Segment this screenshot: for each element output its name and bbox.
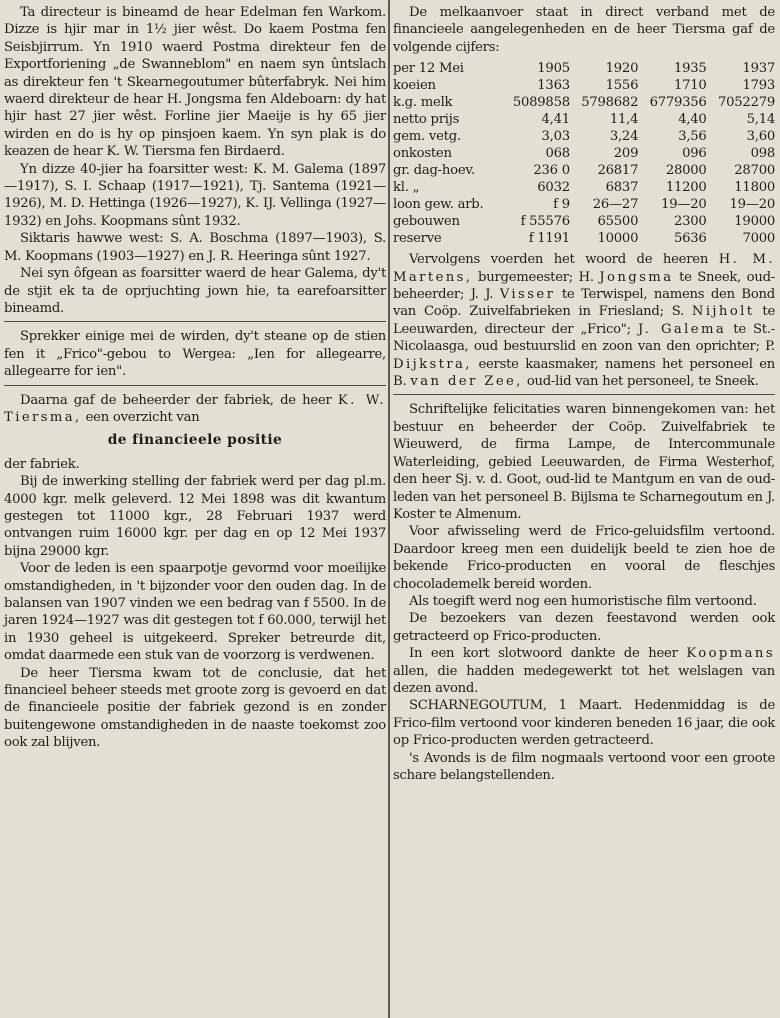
table-row: [393, 77, 775, 94]
financial-figures-table: [393, 60, 775, 247]
article-separator: [4, 321, 386, 322]
table-cell: 26817: [597, 163, 639, 179]
table-cell: 1793: [742, 78, 775, 94]
person-name: Visser: [499, 287, 556, 303]
paragraph: 's Avonds is de film nogmaals vertoond voor een groote schare belangstellenden.: [393, 750, 775, 783]
text: te St.-Nicolaasga, oud bestuurslid en zoon van den oprichter; P.: [393, 321, 775, 355]
text: In een kort slotwoord dankte de heer: [409, 646, 678, 662]
table-row: [393, 196, 775, 213]
person-name: Jongsma: [599, 269, 674, 285]
table-cell: 236 0: [533, 163, 570, 179]
table-cell: 068: [545, 146, 570, 162]
table-row: [393, 111, 775, 128]
table-cell: 5089858: [512, 95, 570, 111]
table-row: [393, 213, 775, 230]
table-cell: 6032: [537, 180, 570, 196]
table-cell: 1920: [605, 61, 639, 77]
row-label: per 12 Mei: [393, 61, 464, 77]
table-cell: 6837: [605, 180, 639, 196]
paragraph: Yn dizze 40-jier ha foarsitter west: K. M. Galema (1897—1917), S. I. Schaap (1917—1921), Tj. Santema (1921—1926), M. D. Hettinga (1926—1927), K. IJ. Vellinga (1927—1932) en Johs. Koopmans sûnt 1932.: [4, 161, 386, 229]
table-row: [393, 94, 775, 111]
table-cell: 11800: [734, 180, 775, 196]
table-cell: 11200: [665, 180, 707, 196]
table-cell: 4,41: [541, 112, 570, 128]
paragraph: Ta directeur is bineamd de hear Edelman fen Warkom. Dizze is hjir mar in 1½ jier wêst. Do kaem Postma fen Seisbjirrum. Yn 1910 waerd Postma direkteur fen de Exportforiening „de Swanneblom" en naem syn ûntslach as direkteur fen 't Skearnegoutumer bûterfabryk. Nei him waerd direkteur de hear H. Jongsma fen Aldeboarn: dy hat hjir hast 27 jier wêst. Forline jier Maeije is hy 65 jier wirden en do is hy op pinsjoen kaem. Yn syn plak is do keazen de hear K. W. Tiersma fen Birdaerd.: [4, 5, 386, 160]
paragraph: Als toegift werd nog een humoristische film vertoond.: [409, 593, 757, 609]
table-cell: 19—20: [661, 197, 707, 213]
paragraph: [4, 392, 386, 427]
text: een overzicht van: [85, 409, 200, 425]
table-cell: 209: [613, 146, 639, 162]
text: te Leeuwarden, directeur der „Frico";: [393, 304, 775, 337]
table-cell: 19—20: [729, 197, 775, 213]
row-label: gebouwen: [393, 214, 460, 230]
table-cell: 3,60: [746, 129, 775, 145]
paragraph: Siktaris hawwe west: S. A. Boschma (1897—1903), S. M. Koopmans (1903—1927) en J. R. Heeringa sûnt 1927.: [4, 231, 386, 264]
table-cell: 26—27: [592, 197, 639, 213]
table-cell: 65500: [597, 214, 639, 230]
text: te Terwispel, namens den Bond van Coöp. Zuivelfabrieken in Friesland; S.: [393, 287, 775, 320]
text: burgemeester; H.: [478, 269, 594, 285]
row-label: koeien: [393, 78, 436, 94]
paragraph: De bezoekers van dezen feestavond werden ook getracteerd op Frico-producten.: [393, 611, 775, 644]
paragraph: Voor afwisseling werd de Frico-geluidsfilm vertoond. Daardoor kreeg men een duidelijk beeld te zien hoe de bekende Frico-producten en vooral de fleschjes chocolademelk bereid worden.: [393, 524, 775, 592]
text: Daarna gaf de beheerder der fabriek, de heer: [20, 392, 332, 408]
paragraph: Sprekker einige mei de wirden, dy't steane op de stien fen it „Frico"-gebou to Wergea: „Ien for allegearre, allegearre for ien".: [4, 329, 386, 380]
row-label: loon gew. arb.: [393, 197, 484, 213]
row-label: gem. vetg.: [393, 129, 461, 145]
table-row: [393, 145, 775, 162]
paragraph: [393, 251, 775, 390]
right-column: [393, 4, 775, 1012]
person-name: Nijholt: [691, 304, 755, 320]
section-heading: de financieele positie: [107, 432, 283, 449]
table-row: [393, 162, 775, 179]
row-label: gr. dag-hoev.: [393, 163, 475, 179]
text: allen, die hadden medegewerkt tot het welslagen van dezen avond.: [393, 663, 775, 696]
paragraph: der fabriek.: [4, 456, 80, 472]
table-cell: 3,56: [678, 129, 707, 145]
table-cell: 1905: [537, 61, 570, 77]
paragraph: De heer Tiersma kwam tot de conclusie, dat het financieel beheer steeds met groote zorg is gevoerd en dat de financieele positie der fabriek gezond is en zonder buitengewone omstandigheden in de naaste toekomst zoo ook zal blijven.: [4, 665, 386, 751]
table-cell: f 1191: [528, 231, 570, 247]
table-cell: 1710: [674, 78, 707, 94]
table-cell: 28700: [734, 163, 775, 179]
table-cell: 096: [682, 146, 707, 162]
table-cell: f 55576: [520, 214, 570, 230]
table-cell: 19000: [734, 214, 775, 230]
table-cell: 098: [750, 146, 775, 162]
text: eerste kaasmaker, namens het personeel en B.: [393, 356, 775, 390]
paragraph: SCHARNEGOUTUM, 1 Maart. Hedenmiddag is de Frico-film vertoond voor kinderen beneden 16 jaar, die ook op Frico-producten werden getracteerd.: [393, 698, 775, 749]
table-cell: 5,14: [746, 112, 775, 128]
table-cell: 5798682: [581, 95, 639, 111]
table-cell: 5636: [674, 231, 707, 247]
table-cell: 28000: [665, 163, 707, 179]
paragraph: Schriftelijke felicitaties waren binnengekomen van: het bestuur en beheerder der Coöp. Zuivelfabriek te Wieuwerd, de firma Lampe, de Intercommunale Waterleiding, gebied Leeuwarden, de Firma Westerhof, den heer Sj. v. d. Goot, oud-lid te Mantgum en van de oud-leden van het personeel B. Bijlsma te Scharnegoutum en J. Koster te Almenum.: [393, 402, 775, 522]
article-separator: [4, 385, 386, 386]
paragraph: Voor de leden is een spaarpotje gevormd voor moeilijke omstandigheden, in 't bijzonder voor den ouden dag. In de balansen van 1907 vinden we een bedrag van f 5500. In de jaren 1924—1927 was dit gestegen tot f 60.000, terwijl het in 1930 geheel is uitgekeerd. Spreker betreurde dit, omdat daarmede een stuk van de voorzorg is verdwenen.: [4, 561, 386, 664]
table-cell: 1937: [742, 61, 775, 77]
column-divider: [388, 0, 390, 1018]
person-name: K. W. Tiersma,: [4, 392, 386, 425]
row-label: onkosten: [393, 146, 452, 162]
person-name: van der Zee,: [410, 374, 523, 390]
text: te Sneek, oud-beheerder; J. J.: [393, 269, 775, 303]
table-row: [393, 128, 775, 145]
table-cell: 6779356: [649, 95, 707, 111]
person-name: Dijkstra,: [393, 356, 472, 372]
paragraph: De melkaanvoer staat in direct verband met de financieele aangelegenheden en de heer Tiersma gaf de volgende cijfers:: [393, 5, 775, 55]
person-name: J. Galema: [637, 321, 727, 337]
table-cell: 11,4: [609, 112, 639, 128]
paragraph: [393, 645, 775, 697]
table-cell: 1363: [537, 78, 570, 94]
table-row: [393, 179, 775, 196]
article-separator: [393, 394, 775, 395]
row-label: k.g. melk: [393, 95, 453, 111]
table-row: [393, 60, 775, 77]
table-cell: f 9: [553, 197, 570, 213]
person-name: Koopmans: [686, 646, 775, 662]
row-label: reserve: [393, 231, 442, 247]
paragraph: Bij de inwerking stelling der fabriek werd per dag pl.m. 4000 kgr. melk geleverd. 12 Mei 1898 was dit kwantum gestegen tot 11000 kgr., 28 Februari 1937 werd ontvangen ruim 16000 kgr. per dag en op 12 Mei 1937 bijna 29000 kgr.: [4, 474, 386, 559]
table-row: [393, 230, 775, 247]
text: oud-lid van het personeel, te Sneek.: [526, 374, 759, 390]
table-cell: 2300: [674, 214, 707, 230]
table-cell: 7000: [742, 231, 775, 247]
table-cell: 1556: [605, 78, 639, 94]
table-cell: 7052279: [718, 95, 775, 111]
paragraph: Nei syn ôfgean as foarsitter waerd de hear Galema, dy't de stjit ek ta de oprjuchting jown hie, ta earefoarsitter bineamd.: [4, 266, 386, 316]
left-column: [4, 4, 386, 1012]
table-cell: 1935: [674, 61, 707, 77]
person-name: H. M. Martens,: [393, 252, 775, 285]
table-cell: 4,40: [678, 112, 707, 128]
table-cell: 10000: [597, 231, 639, 247]
row-label: netto prijs: [393, 112, 460, 128]
table-cell: 3,03: [541, 129, 570, 145]
text: Vervolgens voerden het woord de heeren: [409, 252, 709, 268]
row-label: kl. „: [393, 180, 420, 196]
table-cell: 3,24: [609, 129, 639, 145]
